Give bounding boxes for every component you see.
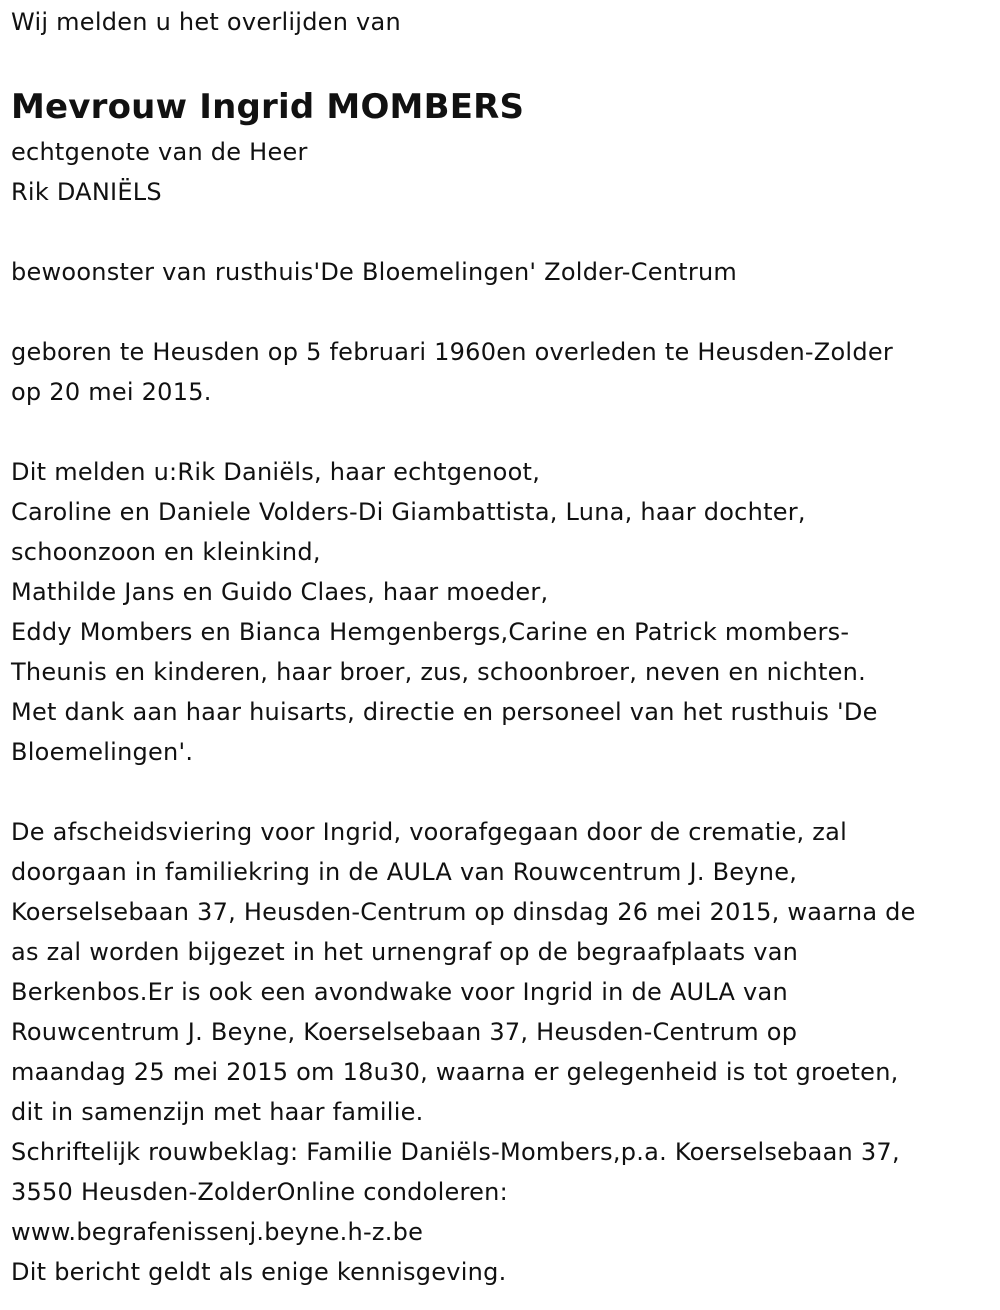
intro-text: Wij melden u het overlijden van <box>11 8 401 36</box>
spouse-line: echtgenote van de Heer <box>11 138 308 166</box>
ceremony-line: Rouwcentrum J. Beyne, Koerselsebaan 37, Heusden-Centrum op <box>11 1018 798 1046</box>
deceased-name: Mevrouw Ingrid MOMBERS <box>11 87 525 127</box>
birth-death-line: op 20 mei 2015. <box>11 378 212 406</box>
condolence-line: Schriftelijk rouwbeklag: Familie Daniëls-Mombers,p.a. Koerselsebaan 37, <box>11 1138 900 1166</box>
notice-line: Dit bericht geldt als enige kennisgeving. <box>11 1258 507 1286</box>
birth-death-line: geboren te Heusden op 5 februari 1960en overleden te Heusden-Zolder <box>11 338 893 366</box>
family-line: Dit melden u:Rik Daniëls, haar echtgenoot, <box>11 458 541 486</box>
ceremony-line: as zal worden bijgezet in het urnengraf op de begraafplaats van <box>11 938 799 966</box>
ceremony-line: doorgaan in familiekring in de AULA van Rouwcentrum J. Beyne, <box>11 858 798 886</box>
family-line: Caroline en Daniele Volders-Di Giambattista, Luna, haar dochter, <box>11 498 806 526</box>
family-line: Met dank aan haar huisarts, directie en personeel van het rusthuis 'De <box>11 698 878 726</box>
family-line: Theunis en kinderen, haar broer, zus, schoonbroer, neven en nichten. <box>11 658 866 686</box>
ceremony-line: dit in samenzijn met haar familie. <box>11 1098 424 1126</box>
family-line: Eddy Mombers en Bianca Hemgenbergs,Carine en Patrick mombers- <box>11 618 850 646</box>
ceremony-line: Berkenbos.Er is ook een avondwake voor Ingrid in de AULA van <box>11 978 788 1006</box>
paragraph-gap <box>11 772 986 812</box>
paragraph-gap <box>11 412 986 452</box>
paragraph-gap <box>11 292 986 332</box>
obituary-notice <box>11 2 986 1292</box>
ceremony-line: Koerselsebaan 37, Heusden-Centrum op dinsdag 26 mei 2015, waarna de <box>11 898 916 926</box>
family-line: Mathilde Jans en Guido Claes, haar moeder, <box>11 578 549 606</box>
condolence-line: 3550 Heusden-ZolderOnline condoleren: <box>11 1178 508 1206</box>
ceremony-line: maandag 25 mei 2015 om 18u30, waarna er gelegenheid is tot groeten, <box>11 1058 899 1086</box>
family-line: schoonzoon en kleinkind, <box>11 538 321 566</box>
family-line: Bloemelingen'. <box>11 738 194 766</box>
ceremony-line: De afscheidsviering voor Ingrid, voorafgegaan door de crematie, zal <box>11 818 847 846</box>
residence-line: bewoonster van rusthuis'De Bloemelingen' Zolder-Centrum <box>11 258 738 286</box>
condolence-website: www.begrafenissenj.beyne.h-z.be <box>11 1218 424 1246</box>
spouse-line: Rik DANIËLS <box>11 178 162 206</box>
paragraph-gap <box>11 212 986 252</box>
